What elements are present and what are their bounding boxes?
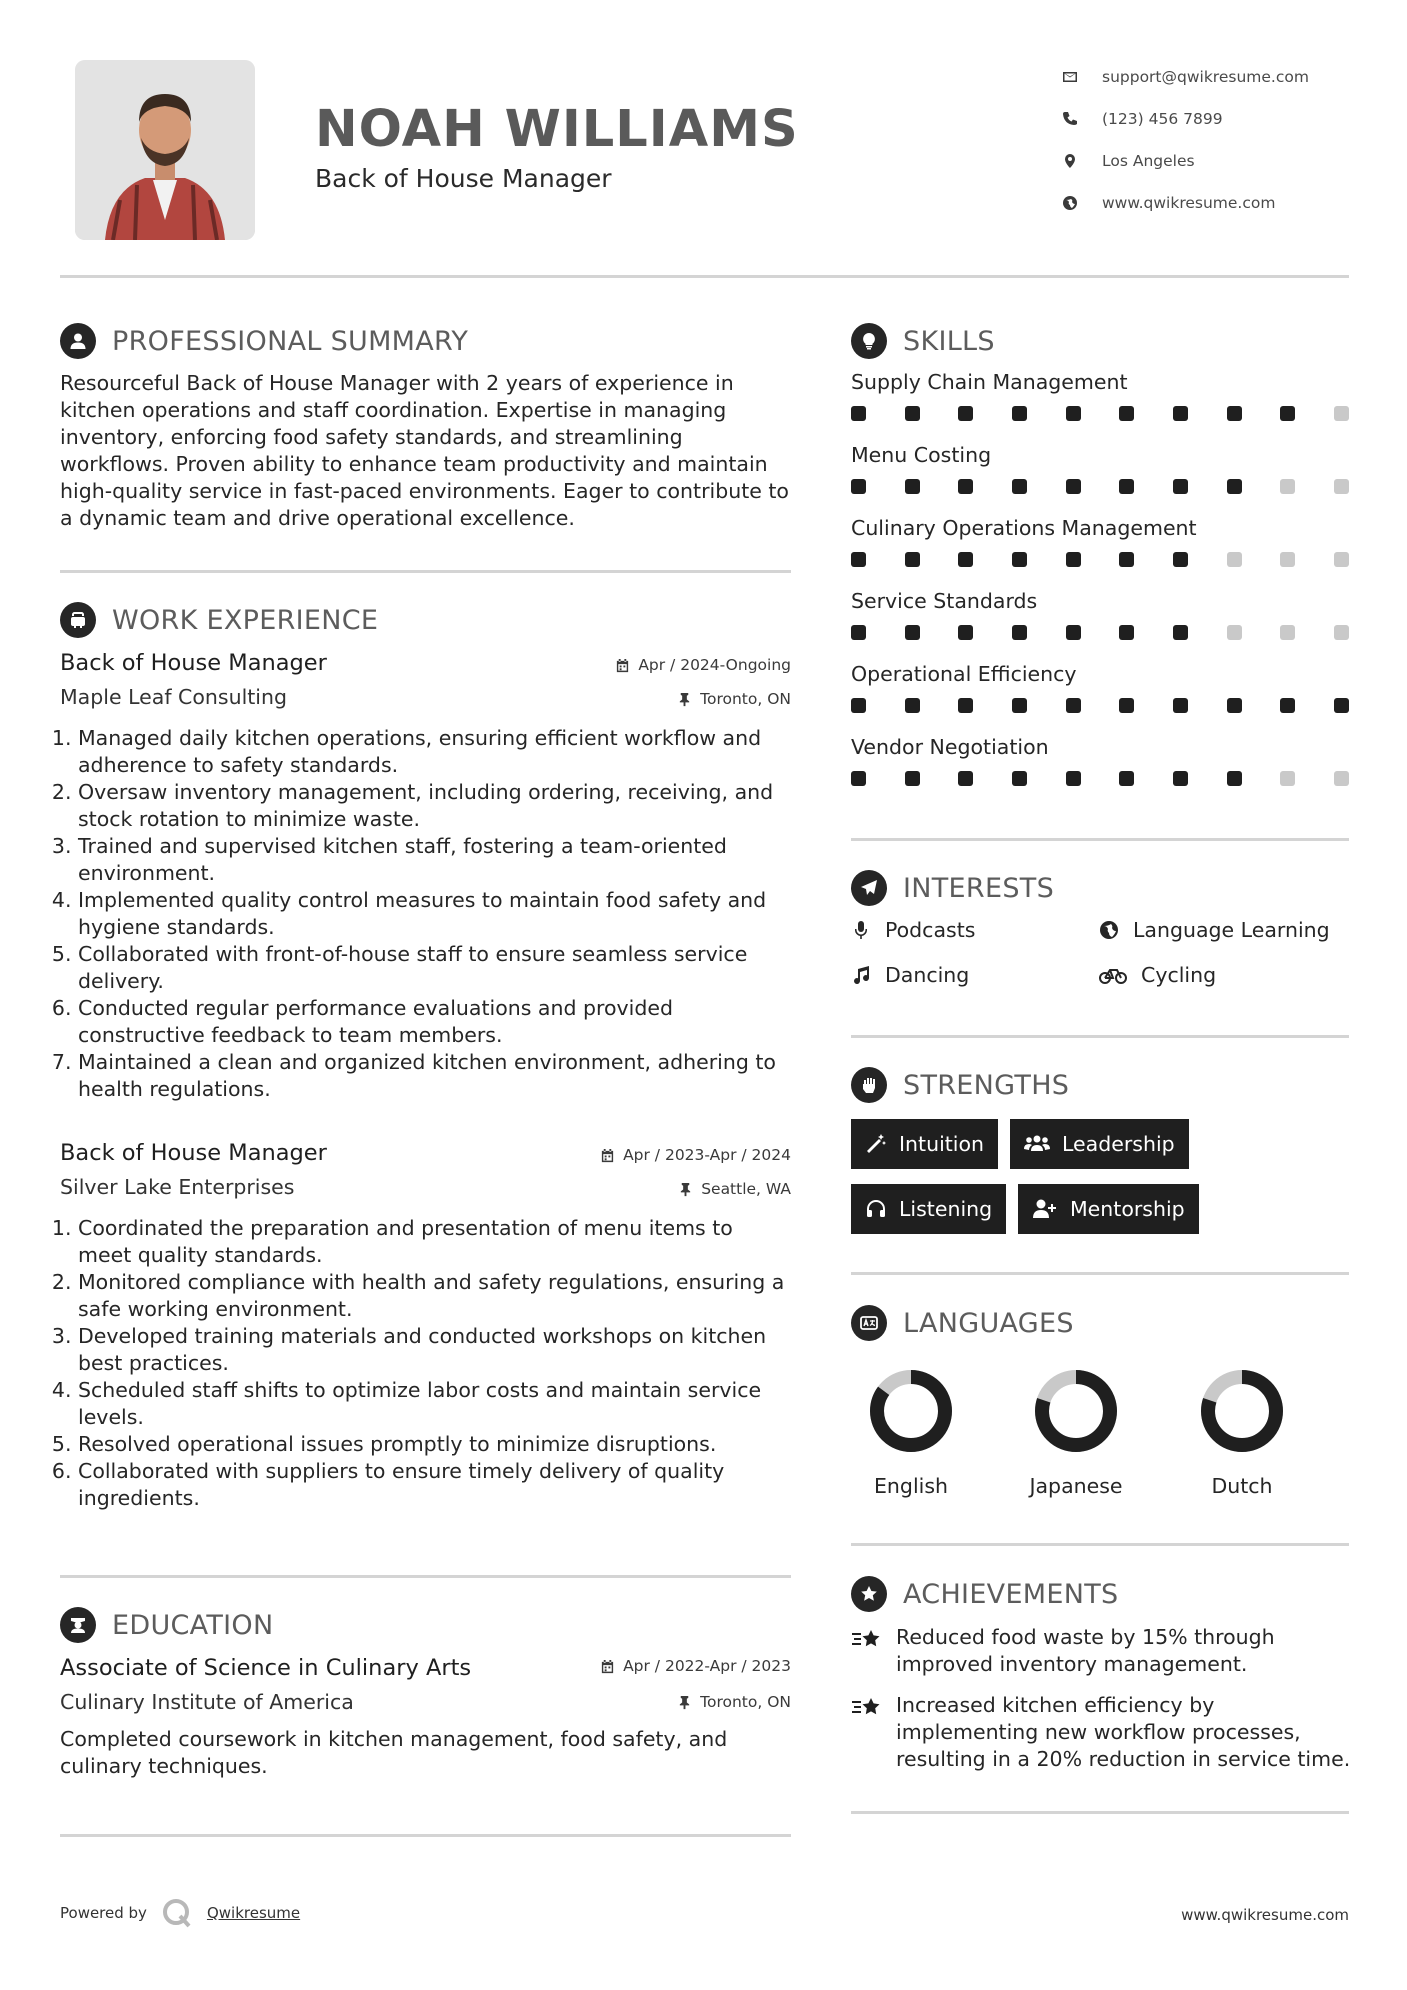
rating-dot-filled (1119, 406, 1134, 421)
rating-dot-filled (905, 552, 920, 567)
education-title: EDUCATION (112, 1609, 274, 1641)
rating-dot-filled (1012, 771, 1027, 786)
list-item: 1. Managed daily kitchen operations, ensuring efficient workflow and adherence to safety standards. (78, 725, 791, 779)
interest-label: Podcasts (885, 918, 976, 942)
strengths-heading (851, 1067, 1069, 1103)
job-date (615, 656, 791, 674)
skill-rating (851, 552, 1349, 567)
contact-email[interactable] (1062, 56, 1362, 98)
education-location-text: Toronto, ON (700, 1693, 791, 1711)
summary-title: PROFESSIONAL SUMMARY (112, 325, 469, 357)
strength-tag-mentorship (1018, 1184, 1199, 1234)
skill-rating (851, 479, 1349, 494)
skill-item (851, 516, 1349, 567)
rating-dot-filled (1119, 479, 1134, 494)
achievement-text: Reduced food waste by 15% through improved inventory management. (896, 1625, 1275, 1676)
skill-rating (851, 698, 1349, 713)
languages-title: LANGUAGES (903, 1307, 1074, 1339)
education-date (600, 1657, 791, 1675)
work-divider (60, 1575, 791, 1578)
contact-email-text: support@qwikresume.com (1102, 68, 1309, 86)
achievements-divider (851, 1811, 1349, 1814)
interests-title: INTERESTS (903, 872, 1055, 904)
skill-rating (851, 771, 1349, 786)
footer-url[interactable]: www.qwikresume.com (1181, 1906, 1349, 1924)
calendar-icon (615, 658, 630, 673)
rating-dot-empty (1334, 771, 1349, 786)
user-plus-icon (1032, 1198, 1058, 1220)
rating-dot-filled (905, 479, 920, 494)
calendar-icon (600, 1148, 615, 1163)
list-item: 1. Coordinated the preparation and presentation of menu items to meet quality standards. (78, 1215, 791, 1269)
envelope-icon (1062, 69, 1102, 85)
work-title: WORK EXPERIENCE (112, 604, 379, 636)
education-entry (60, 1655, 791, 1780)
job-date-text: Apr / 2024-Ongoing (638, 656, 791, 674)
achievement-text: Increased kitchen efficiency by implementing new workflow processes, resulting in a 20% reduction in service time. (896, 1693, 1351, 1771)
rating-dot-filled (958, 406, 973, 421)
list-item: 2. Monitored compliance with health and safety regulations, ensuring a safe working environment. (78, 1269, 791, 1323)
rating-dot-empty (1280, 552, 1295, 567)
summary-heading (60, 323, 468, 359)
contact-location (1062, 140, 1362, 182)
strengths-title: STRENGTHS (903, 1069, 1070, 1101)
skill-name: Culinary Operations Management (851, 516, 1197, 540)
pushpin-icon (677, 1695, 692, 1710)
shooting-star-icon (851, 1624, 896, 1678)
rating-dot-filled (958, 698, 973, 713)
list-item: 4. Scheduled staff shifts to optimize labor costs and maintain service levels. (78, 1377, 791, 1431)
language-item (841, 1366, 981, 1498)
summary-divider (60, 570, 791, 573)
calendar-icon (600, 1659, 615, 1674)
list-item: 7. Maintained a clean and organized kitchen environment, adhering to health regulations. (78, 1049, 791, 1103)
list-item: 5. Collaborated with front-of-house staff to ensure seamless service delivery. (78, 941, 791, 995)
rating-dot-filled (1066, 698, 1081, 713)
skill-name: Vendor Negotiation (851, 735, 1049, 759)
skill-name: Operational Efficiency (851, 662, 1077, 686)
rating-dot-filled (958, 771, 973, 786)
fist-icon (851, 1067, 887, 1103)
job-date (600, 1146, 791, 1164)
contact-list (1062, 56, 1362, 224)
job-duties-list (60, 725, 791, 1103)
rating-dot-empty (1334, 479, 1349, 494)
strength-label: Mentorship (1070, 1197, 1185, 1221)
header-divider (60, 275, 1349, 278)
skill-item (851, 662, 1349, 713)
star-badge-icon (851, 1576, 887, 1612)
interest-dancing (851, 963, 969, 987)
achievement-item (851, 1624, 1361, 1678)
job-entry-2 (60, 1140, 791, 1512)
rating-dot-empty (1334, 406, 1349, 421)
interests-heading (851, 870, 1054, 906)
achievement-item (851, 1692, 1361, 1773)
skill-item (851, 735, 1349, 786)
education-description: Completed coursework in kitchen management, food safety, and culinary techniques. (60, 1727, 728, 1778)
rating-dot-filled (958, 479, 973, 494)
rating-dot-filled (905, 771, 920, 786)
job-duties-list (60, 1215, 791, 1512)
rating-dot-filled (1119, 771, 1134, 786)
skill-rating (851, 625, 1349, 640)
rating-dot-filled (958, 625, 973, 640)
education-date-text: Apr / 2022-Apr / 2023 (623, 1657, 791, 1675)
contact-phone[interactable] (1062, 98, 1362, 140)
headphones-icon (865, 1198, 887, 1220)
languages-heading (851, 1305, 1074, 1341)
language-proficiency-donut (1197, 1366, 1287, 1456)
rating-dot-filled (1012, 625, 1027, 640)
job-title: Back of House Manager (60, 1140, 327, 1166)
lightbulb-icon (851, 323, 887, 359)
rating-dot-filled (1173, 479, 1188, 494)
powered-by-text: Powered by (60, 1904, 147, 1922)
globe-icon (1062, 195, 1102, 211)
rating-dot-filled (1227, 771, 1242, 786)
summary-text: Resourceful Back of House Manager with 2 years of experience in kitchen operations and staff coordination. Expertise in managing inventory, enforcing food safety standards, and streamlining workflows. Proven ability to enhance team productivity and maintain high-quality service in fast-paced environments. Eager to contribute to a dynamic team and drive operational excellence. (60, 371, 789, 530)
language-proficiency-donut (1031, 1366, 1121, 1456)
degree-title: Associate of Science in Culinary Arts (60, 1655, 472, 1681)
pushpin-icon (678, 1182, 693, 1197)
strength-tag-intuition (851, 1119, 998, 1169)
language-item (1006, 1366, 1146, 1498)
job-location-text: Seattle, WA (701, 1180, 791, 1198)
rating-dot-empty (1280, 625, 1295, 640)
rating-dot-filled (1066, 479, 1081, 494)
map-pin-icon (1062, 153, 1102, 169)
skill-item (851, 589, 1349, 640)
rating-dot-filled (1280, 698, 1295, 713)
strength-tag-listening (851, 1184, 1006, 1234)
job-date-text: Apr / 2023-Apr / 2024 (623, 1146, 791, 1164)
list-item: 3. Trained and supervised kitchen staff, fostering a team-oriented environment. (78, 833, 791, 887)
skills-divider (851, 838, 1349, 841)
skill-item (851, 443, 1349, 494)
footer-branding (60, 1897, 300, 1929)
rating-dot-filled (905, 625, 920, 640)
language-name: English (873, 1474, 949, 1498)
strength-label: Listening (899, 1197, 993, 1221)
interest-label: Dancing (885, 963, 970, 987)
skill-name: Supply Chain Management (851, 370, 1128, 394)
list-item: 2. Oversaw inventory management, including ordering, receiving, and stock rotation to minimize waste. (78, 779, 791, 833)
rating-dot-empty (1280, 771, 1295, 786)
rating-dot-filled (1119, 698, 1134, 713)
candidate-name: NOAH WILLIAMS (315, 100, 799, 159)
education-divider (60, 1834, 791, 1837)
interest-podcasts (851, 918, 975, 942)
contact-website[interactable] (1062, 182, 1362, 224)
language-name: Dutch (1211, 1474, 1273, 1498)
strength-tag-leadership (1010, 1119, 1189, 1169)
language-proficiency-donut (866, 1366, 956, 1456)
school-name: Culinary Institute of America (60, 1690, 354, 1714)
users-icon (1024, 1133, 1050, 1155)
strength-label: Leadership (1062, 1132, 1175, 1156)
list-item: 3. Developed training materials and conducted workshops on kitchen best practices. (78, 1323, 791, 1377)
rating-dot-filled (1012, 406, 1027, 421)
interest-cycling (1099, 963, 1216, 987)
skill-name: Menu Costing (851, 443, 992, 467)
rating-dot-filled (1119, 552, 1134, 567)
pushpin-icon (677, 692, 692, 707)
job-location-text: Toronto, ON (700, 690, 791, 708)
achievements-title: ACHIEVEMENTS (903, 1578, 1119, 1610)
shooting-star-icon (851, 1692, 896, 1773)
rating-dot-filled (851, 479, 866, 494)
rating-dot-filled (905, 406, 920, 421)
rating-dot-filled (1066, 625, 1081, 640)
rating-dot-filled (851, 698, 866, 713)
interest-language-learning (1099, 918, 1330, 942)
rating-dot-filled (1012, 479, 1027, 494)
interest-label: Language Learning (1133, 918, 1330, 942)
music-note-icon (851, 965, 871, 985)
skill-name: Service Standards (851, 589, 1038, 613)
person-photo-illustration (75, 60, 255, 240)
contact-website-text: www.qwikresume.com (1102, 194, 1276, 212)
graduate-icon (60, 1607, 96, 1643)
rating-dot-empty (1280, 479, 1295, 494)
skill-item (851, 370, 1349, 421)
profile-photo (75, 60, 255, 240)
bicycle-icon (1099, 965, 1127, 985)
qwikresume-logo-icon (161, 1897, 193, 1929)
rating-dot-filled (1012, 552, 1027, 567)
rating-dot-filled (1227, 698, 1242, 713)
list-item: 5. Resolved operational issues promptly to minimize disruptions. (78, 1431, 791, 1458)
rating-dot-filled (1173, 406, 1188, 421)
rating-dot-filled (851, 406, 866, 421)
skills-title: SKILLS (903, 325, 995, 357)
language-item (1172, 1366, 1312, 1498)
language-card-icon (851, 1305, 887, 1341)
rating-dot-filled (1280, 406, 1295, 421)
interest-label: Cycling (1141, 963, 1217, 987)
rating-dot-empty (1227, 552, 1242, 567)
rating-dot-filled (1334, 698, 1349, 713)
rating-dot-filled (1173, 771, 1188, 786)
rating-dot-filled (1227, 479, 1242, 494)
rating-dot-filled (1119, 625, 1134, 640)
rating-dot-filled (958, 552, 973, 567)
job-location (678, 1180, 791, 1198)
languages-divider (851, 1543, 1349, 1546)
job-location (677, 690, 791, 708)
rating-dot-empty (1227, 625, 1242, 640)
education-location (677, 1693, 791, 1711)
rating-dot-filled (1173, 698, 1188, 713)
rating-dot-filled (1173, 552, 1188, 567)
achievements-heading (851, 1576, 1119, 1612)
strength-label: Intuition (899, 1132, 985, 1156)
globe-icon (1099, 920, 1119, 940)
rating-dot-empty (1334, 625, 1349, 640)
rating-dot-filled (1066, 552, 1081, 567)
rating-dot-filled (851, 625, 866, 640)
work-heading (60, 602, 378, 638)
rating-dot-filled (851, 771, 866, 786)
phone-icon (1062, 111, 1102, 127)
job-entry-1 (60, 650, 791, 1103)
qwikresume-link[interactable]: Qwikresume (206, 1904, 301, 1922)
rating-dot-filled (1173, 625, 1188, 640)
language-name: Japanese (1029, 1474, 1123, 1498)
rating-dot-filled (1066, 771, 1081, 786)
job-title: Back of House Manager (60, 650, 327, 676)
rating-dot-filled (1012, 698, 1027, 713)
education-heading (60, 1607, 273, 1643)
rating-dot-empty (1334, 552, 1349, 567)
contact-phone-text: (123) 456 7899 (1102, 110, 1223, 128)
skill-rating (851, 406, 1349, 421)
contact-location-text: Los Angeles (1102, 152, 1195, 170)
skills-heading (851, 323, 995, 359)
magic-wand-icon (865, 1133, 887, 1155)
rating-dot-filled (1227, 406, 1242, 421)
list-item: 4. Implemented quality control measures to maintain food safety and hygiene standards. (78, 887, 791, 941)
rating-dot-filled (851, 552, 866, 567)
user-icon (60, 323, 96, 359)
job-company: Maple Leaf Consulting (60, 685, 288, 709)
rating-dot-filled (1066, 406, 1081, 421)
rating-dot-filled (905, 698, 920, 713)
job-company: Silver Lake Enterprises (60, 1175, 295, 1199)
briefcase-icon (60, 602, 96, 638)
list-item: 6. Conducted regular performance evaluations and provided constructive feedback to team members. (78, 995, 791, 1049)
paper-plane-icon (851, 870, 887, 906)
interests-divider (851, 1035, 1349, 1038)
candidate-title: Back of House Manager (315, 164, 612, 193)
list-item: 6. Collaborated with suppliers to ensure timely delivery of quality ingredients. (78, 1458, 791, 1512)
microphone-icon (851, 920, 871, 940)
strengths-divider (851, 1272, 1349, 1275)
